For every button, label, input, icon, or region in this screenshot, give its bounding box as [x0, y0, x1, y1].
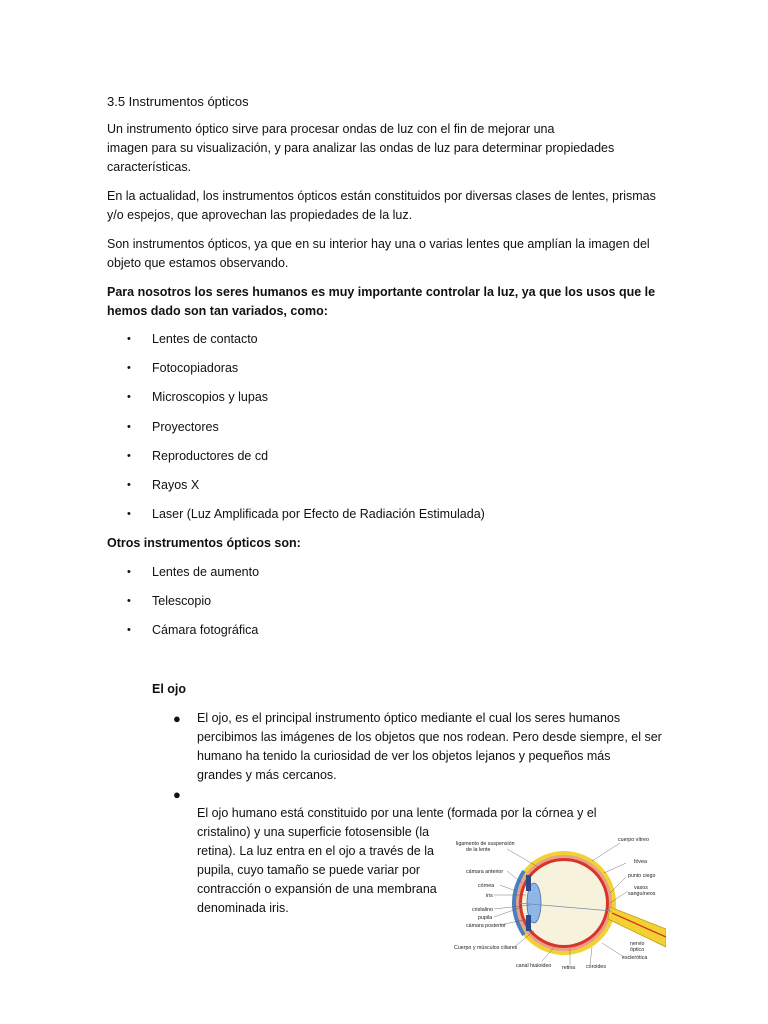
label-cuerpo-musculos: Cuerpo y músculos ciliares [454, 945, 518, 951]
label-cristalino: cristalino [472, 907, 493, 913]
label-nervio: nervio [630, 941, 645, 947]
bullet: • [127, 420, 131, 433]
text-line: y/o espejos, que aprovechan las propiedades de la luz. [107, 208, 413, 222]
list-item-label: Proyectores [152, 419, 219, 434]
lenses-paragraph [107, 235, 677, 273]
iris-lower [526, 915, 531, 931]
section-title: 3.5 Instrumentos ópticos [107, 94, 249, 109]
text-line: características. [107, 160, 192, 174]
list-item-label: Laser (Luz Amplificada por Efecto de Radiación Estimulada) [152, 507, 485, 522]
label-pupila: pupila [478, 915, 493, 921]
list-item-label: Reproductores de cd [152, 448, 269, 463]
text-line: Un instrumento óptico sirve para procesar ondas de luz con el fin de mejorar una [107, 122, 555, 136]
text-line: El ojo, es el principal instrumento óptico mediante el cual los seres humanos [197, 711, 621, 725]
label-camara-anterior: cámara anterior [466, 869, 504, 875]
bullet: • [127, 624, 131, 637]
bullet: • [127, 362, 131, 375]
text-line: imagen para su visualización, y para analizar las ondas de luz para determinar propiedades [107, 141, 615, 155]
text-line: retina). La luz entra en el ojo a través de la [197, 844, 434, 858]
label-esclerotica: esclerótica [622, 955, 648, 961]
label-coroides: coroides [586, 964, 607, 970]
list-item-label: Lentes de contacto [152, 332, 258, 346]
text-line: Son instrumentos ópticos, ya que en su interior hay una o varias lentes que amplían la imagen del [107, 237, 650, 251]
bullet: • [127, 595, 131, 608]
eye-diagram-svg [452, 833, 666, 971]
list-item-label: Fotocopiadoras [152, 361, 239, 376]
label-iris: iris [486, 893, 493, 899]
label-cornea: córnea [478, 883, 495, 889]
iris-upper [526, 875, 531, 891]
bullet: • [127, 449, 131, 462]
text-line: grandes y más cercanos. [197, 768, 337, 782]
label-cuerpo-vitreo: cuerpo vítreo [618, 837, 649, 843]
bullet: ● [173, 711, 181, 726]
bullet: ● [173, 787, 181, 802]
list-item-label: Microscopios y lupas [152, 390, 269, 405]
list-item-label: Telescopio [152, 594, 212, 609]
list-item-label: Lentes de aumento [152, 565, 260, 579]
text-line: hemos dado son tan variados, como: [107, 304, 328, 318]
text-line: percibimos las imágenes de los objetos que nos rodean. Pero desde siempre, el ser [197, 730, 662, 744]
others-heading: Otros instrumentos ópticos son: [107, 536, 301, 550]
intro-paragraph [107, 120, 677, 177]
actuality-paragraph [107, 187, 677, 225]
bullet: • [127, 391, 131, 404]
label-retina: retina [562, 965, 576, 971]
label-punto-ciego: punto ciego [628, 873, 656, 879]
text-line: objeto que estamos observando. [107, 256, 289, 270]
eye-bullet-1-text [197, 709, 662, 785]
text-line: denominada iris. [197, 901, 289, 915]
text-line: humano ha tenido la curiosidad de ver los objetos lejanos y pequeños más [197, 749, 611, 763]
text-line: pupila, cuyo tamaño se puede variar por [197, 863, 421, 877]
importance-paragraph [107, 283, 677, 321]
bullet: • [127, 566, 131, 578]
label-camara-posterior: cámara posterior [466, 923, 506, 929]
label-ligamento: ligamento de suspensión [456, 841, 515, 847]
text-line: cristalino) y una superficie fotosensible (la [197, 825, 430, 839]
label-vasos-2: sanguíneos [628, 891, 656, 897]
label-nervio-2: óptico [630, 947, 645, 953]
text-line: El ojo humano está constituido por una lente (formada por la córnea y el [197, 806, 597, 820]
list-item-label: Cámara fotográfica [152, 623, 259, 638]
bullet: • [127, 478, 131, 491]
text-line: Para nosotros los seres humanos es muy importante controlar la luz, ya que los usos que le [107, 285, 656, 299]
label-ligamento-2: de la lente [466, 847, 491, 853]
list-item-label: Rayos X [152, 477, 200, 492]
label-canal-hialoideo: canal hialoideo [516, 963, 552, 969]
text-line: contracción o expansión de una membrana [197, 882, 437, 896]
label-fovea: fóvea [634, 859, 647, 865]
eye-anatomy-diagram [452, 833, 666, 971]
label-vasos: vasos [634, 885, 648, 891]
bullet: • [127, 508, 131, 521]
text-line: En la actualidad, los instrumentos ópticos están constituidos por diversas clases de lentes, prismas [107, 189, 656, 203]
bullet: • [127, 333, 131, 345]
eye-section-title: El ojo [152, 682, 187, 696]
